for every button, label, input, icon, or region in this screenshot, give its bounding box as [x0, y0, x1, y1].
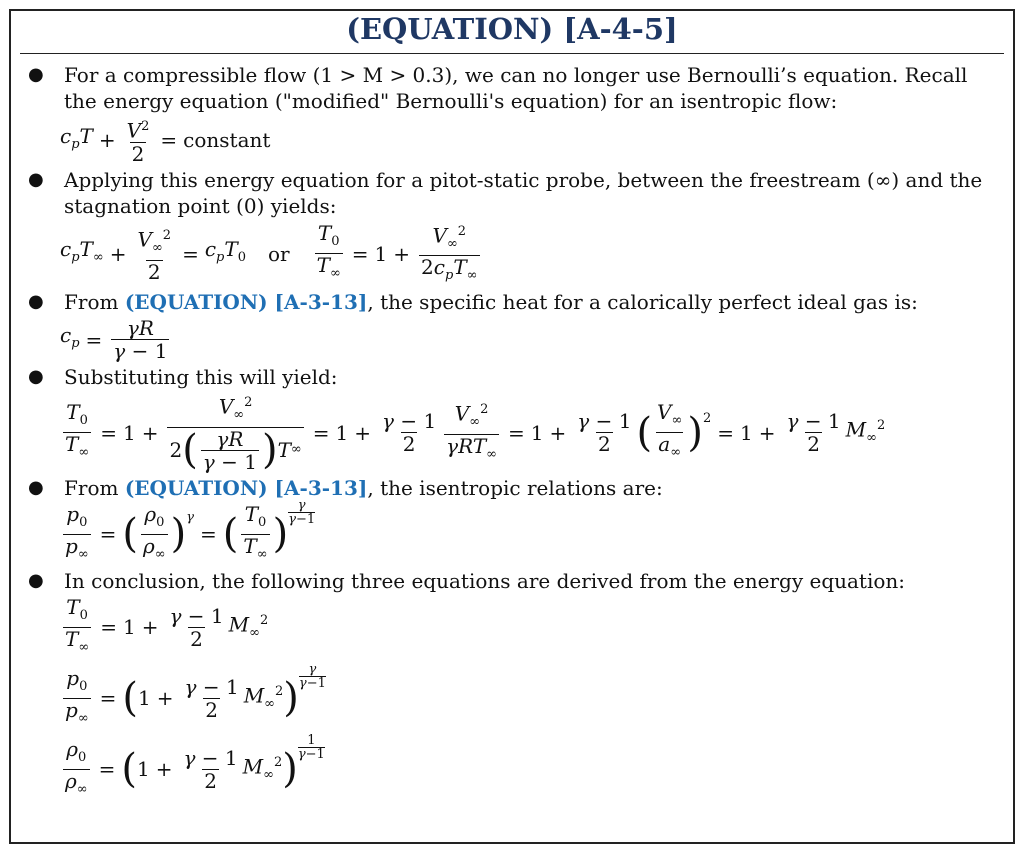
equation-temperature-ratio: $\frac{T_0}{T_\infty}$ = 1 + $\frac{\gamma - 1}{2}$ $M_\infty^2$: [60, 596, 1000, 659]
equation-density-ratio: $\frac{\rho_0}{\rho_\infty}$ = ( 1 + $\frac{\gamma - 1}{2}$ $M_\infty^2$ ) 1 γ−1: [60, 738, 1000, 801]
content: [24, 60, 1000, 803]
title-divider: [20, 53, 1004, 54]
equation-isentropic: $\frac{p_0}{p_\infty}$ = ( $\frac{\rho_0}{\rho_\infty}$ ) $^\gamma$ = ( $\frac{T_0}{T_\infty}$ ) γ γ−1: [60, 503, 1000, 566]
bullet-item: [24, 364, 1000, 390]
equation-reference-link[interactable]: (EQUATION) [A-3-13]: [124, 475, 368, 500]
equation-substitution: $\frac{T_0}{T_\infty}$ = 1 + $V_\infty^2$ 2 ( $\frac{\gamma R}{\gamma - 1}$ ) T ∞ = 1 + $\frac{\gamma - 1}{2}$ $\frac{V_\infty^2}{\gamma RT_\infty}$ = 1 + $\frac{\gamma - 1}{2}$ ( $\frac{V_\infty}{a_\infty}$ ) $^2$ = 1 + $\frac{\gamma - 1}{2}$ $M_\infty^2$: [65, 394, 886, 474]
bullet-text: From (EQUATION) [A-3-13], the specific heat for a calorically perfect ideal gas is:: [64, 290, 918, 315]
bullet-item: [24, 167, 1000, 219]
equation-energy: $c_pT$ + $\frac{V^2}{2}$ = constant: [60, 118, 271, 166]
or-word: or: [267, 241, 290, 266]
equation-pressure-ratio: $\frac{p_0}{p_\infty}$ = ( 1 + $\frac{\gamma - 1}{2}$ $M_\infty^2$ ) γ γ−1: [60, 667, 1000, 730]
bullet-dot: ●: [28, 168, 44, 190]
bullet-item: [24, 475, 1000, 501]
bullet-text: For a compressible flow (1 > M > 0.3), we can no longer use Bernoulli’s equation. Recall the energy equation ("modified" Bernoulli's equation) for an isentropic flow:: [64, 63, 968, 113]
bullet-item: [24, 568, 1000, 594]
equation-pitot: $c_pT_\infty$ + $\frac{V_\infty^2}{2}$ = $c_pT_0$ or $\frac{T_0}{T_\infty}$ = 1 + $\frac{V_\infty^2}{2c_pT_\infty}$: [60, 221, 1000, 288]
equation-cp: $c_p$ = $\frac{\gamma R}{\gamma - 1}$: [60, 316, 168, 364]
equation-reference-link[interactable]: (EQUATION) [A-3-13]: [124, 290, 368, 315]
page-title: (EQUATION) [A-4-5]: [346, 12, 678, 46]
bullet-dot: ●: [28, 366, 44, 388]
bullet-dot: ●: [28, 476, 44, 498]
bullet-text: From (EQUATION) [A-3-13], the isentropic relations are:: [64, 475, 663, 500]
bullet-text: Substituting this will yield:: [64, 365, 338, 390]
constant-word: constant: [183, 128, 271, 153]
bullet-dot: ●: [28, 64, 44, 85]
bullet-dot: ●: [28, 569, 44, 591]
bullet-text: Applying this energy equation for a pitot-static probe, between the freestream (∞) and the stagnation point (0) yields:: [64, 167, 983, 218]
bullet-item: [24, 62, 1000, 114]
bullet-item: [24, 289, 1000, 315]
bullet-dot: ●: [28, 291, 44, 313]
bullet-text: In conclusion, the following three equations are derived from the energy equation:: [64, 568, 906, 593]
